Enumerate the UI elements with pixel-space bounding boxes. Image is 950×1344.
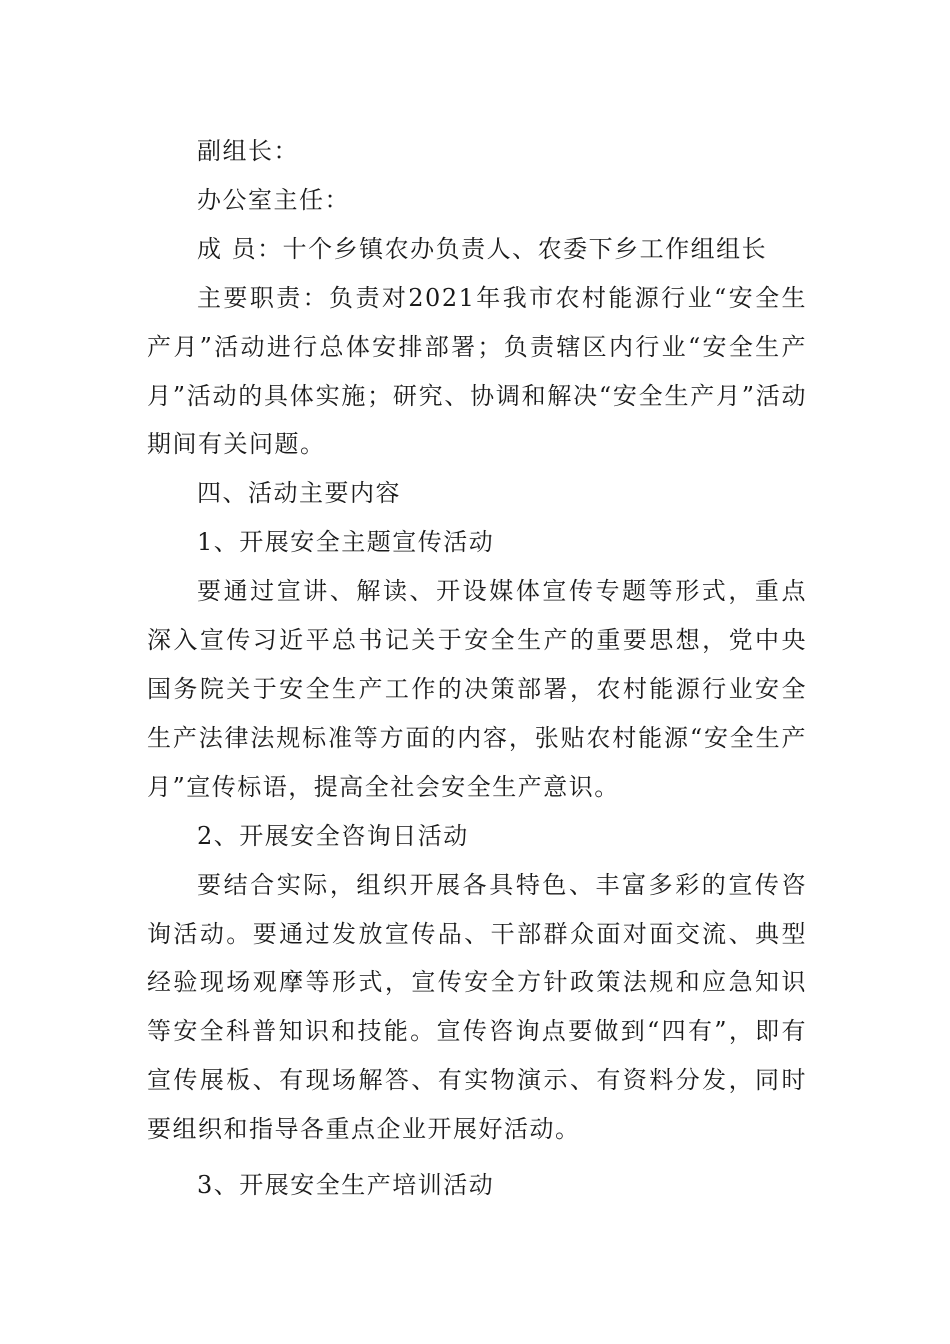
subheading-safety-publicity: 1、开展安全主题宣传活动 [197,528,495,557]
subheading-consultation-day: 2、开展安全咨询日活动 [197,821,469,850]
consultation-day-paragraph: 要结合实际，组织开展各具特色、丰富多彩的宣传咨询活动。要通过发放宣传品、干部群众面对面交流、典型经验现场观摩等形式，宣传安全方针政策法规和应急知识等安全科普知识和技能。宣传咨询点要做到“四有”，即有宣传展板、有现场解答、有实物演示、有资料分发，同时要组织和指导各重点企业开展好活动。 [147,870,807,1144]
safety-publicity-paragraph: 要通过宣讲、解读、开设媒体宣传专题等形式，重点深入宣传习近平总书记关于安全生产的重要思想，党中央国务院关于安全生产工作的决策部署，农村能源行业安全生产法律法规标准等方面的内容，张贴农村能源“安全生产月”宣传标语，提高全社会安全生产意识。 [147,577,807,801]
subheading-safety-training: 3、开展安全生产培训活动 [197,1171,495,1200]
document-body [147,127,807,1210]
main-duties-paragraph: 主要职责：负责对2021年我市农村能源行业“安全生产月”活动进行总体安排部署；负责辖区内行业“安全生产月”活动的具体实施；研究、协调和解决“安全生产月”活动期间有关问题。 [147,283,807,459]
members-line: 成 员：十个乡镇农办负责人、农委下乡工作组组长 [197,234,768,263]
office-director-line: 办公室主任： [197,185,350,214]
deputy-leader-line: 副组长： [197,137,299,165]
section-heading-activities: 四、活动主要内容 [197,479,401,508]
